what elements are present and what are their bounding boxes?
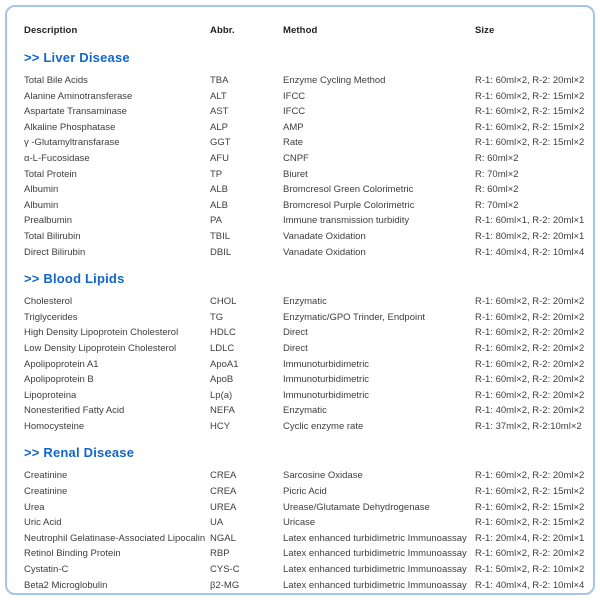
cell-description: Urea bbox=[24, 501, 45, 513]
cell-description: Albumin bbox=[24, 199, 59, 211]
cell-description: Retinol Binding Protein bbox=[24, 548, 121, 560]
column-header-size: Size bbox=[475, 25, 495, 36]
cell-abbr: ALP bbox=[210, 121, 228, 133]
cell-method: Sarcosine Oxidase bbox=[283, 470, 363, 482]
table-row bbox=[24, 341, 587, 357]
cell-method: Urease/Glutamate Dehydrogenase bbox=[283, 501, 430, 513]
cell-abbr: Lp(a) bbox=[210, 389, 233, 401]
cell-method: AMP bbox=[283, 121, 304, 133]
cell-method: Direct bbox=[283, 327, 308, 339]
cell-size: R-1: 60ml×2, R-2: 20ml×2 bbox=[475, 358, 585, 370]
cell-description: Neutrophil Gelatinase-Associated Lipocalin bbox=[24, 532, 206, 544]
cell-description: Apolipoprotein B bbox=[24, 374, 94, 386]
cell-abbr: GGT bbox=[210, 137, 231, 149]
table-row bbox=[24, 104, 587, 120]
cell-description: Albumin bbox=[24, 184, 59, 196]
cell-abbr: ALB bbox=[210, 184, 228, 196]
cell-abbr: RBP bbox=[210, 548, 230, 560]
table-row bbox=[24, 531, 587, 547]
cell-method: Enzymatic bbox=[283, 296, 327, 308]
table-row bbox=[24, 310, 587, 326]
cell-abbr: TBIL bbox=[210, 230, 231, 242]
cell-method: Cyclic enzyme rate bbox=[283, 420, 364, 432]
cell-abbr: AST bbox=[210, 106, 229, 118]
column-header-description: Description bbox=[24, 25, 78, 36]
cell-method: Uricase bbox=[283, 517, 316, 529]
cell-size: R-1: 60ml×2, R-2: 15ml×2 bbox=[475, 121, 585, 133]
cell-abbr: NEFA bbox=[210, 405, 235, 417]
cell-abbr: CHOL bbox=[210, 296, 237, 308]
table-row bbox=[24, 468, 587, 484]
cell-method: Latex enhanced turbidimetric Immunoassay bbox=[283, 548, 467, 560]
table-row bbox=[24, 198, 587, 214]
cell-size: R-1: 60ml×2, R-2: 20ml×2 bbox=[475, 389, 585, 401]
catalog-page bbox=[5, 5, 595, 595]
cell-abbr: UREA bbox=[210, 501, 237, 513]
cell-abbr: PA bbox=[210, 215, 222, 227]
cell-description: Alanine Aminotransferase bbox=[24, 90, 133, 102]
cell-size: R-1: 40ml×2, R-2: 20ml×2 bbox=[475, 405, 585, 417]
cell-description: Total Bilirubin bbox=[24, 230, 81, 242]
cell-description: Creatinine bbox=[24, 470, 68, 482]
cell-size: R-1: 40ml×4, R-2: 10ml×4 bbox=[475, 246, 585, 258]
table-row bbox=[24, 151, 587, 167]
table-row bbox=[24, 403, 587, 419]
column-header-abbr: Abbr. bbox=[210, 25, 235, 36]
table-row bbox=[24, 120, 587, 136]
cell-size: R-1: 80ml×2, R-2: 20ml×1 bbox=[475, 230, 585, 242]
section-title-renal-disease: >> Renal Disease bbox=[24, 445, 135, 461]
cell-method: Picric Acid bbox=[283, 486, 327, 498]
cell-size: R: 60ml×2 bbox=[475, 184, 519, 196]
cell-size: R-1: 60ml×2, R-2: 15ml×2 bbox=[475, 517, 585, 529]
cell-description: Homocysteine bbox=[24, 420, 85, 432]
cell-method: Direct bbox=[283, 342, 308, 354]
table-row bbox=[24, 419, 587, 435]
cell-size: R-1: 60ml×2, R-2: 20ml×2 bbox=[475, 311, 585, 323]
cell-size: R-1: 60ml×2, R-2: 20ml×2 bbox=[475, 342, 585, 354]
cell-description: Direct Bilirubin bbox=[24, 246, 86, 258]
cell-description: Total Protein bbox=[24, 168, 77, 180]
table-row bbox=[24, 484, 587, 500]
cell-method: Vanadate Oxidation bbox=[283, 246, 366, 258]
cell-abbr: TBA bbox=[210, 75, 229, 86]
cell-abbr: ApoB bbox=[210, 374, 234, 386]
cell-size: R-1: 60ml×2, R-2: 20ml×2 bbox=[475, 374, 585, 386]
cell-size: R-1: 60ml×2, R-2: 20ml×2 bbox=[475, 470, 585, 482]
cell-abbr: UA bbox=[210, 517, 224, 529]
cell-description: Beta2 Microglobulin bbox=[24, 579, 108, 591]
cell-abbr: ALT bbox=[210, 90, 227, 102]
cell-abbr: HDLC bbox=[210, 327, 236, 339]
cell-abbr: AFU bbox=[210, 152, 229, 164]
cell-description: High Density Lipoprotein Cholesterol bbox=[24, 327, 179, 339]
table-row bbox=[24, 372, 587, 388]
table-row bbox=[24, 562, 587, 578]
cell-size: R-1: 20ml×4, R-2: 20ml×1 bbox=[475, 532, 585, 544]
cell-method: Bromcresol Purple Colorimetric bbox=[283, 199, 415, 211]
cell-description: Aspartate Transaminase bbox=[24, 106, 127, 118]
table-row bbox=[24, 229, 587, 245]
table-row bbox=[24, 388, 587, 404]
cell-description: Triglycerides bbox=[24, 311, 78, 323]
cell-abbr: β2-MG bbox=[210, 579, 240, 591]
cell-description: Uric Acid bbox=[24, 517, 62, 529]
table-row bbox=[24, 357, 587, 373]
cell-size: R-1: 60ml×2, R-2: 20ml×2 bbox=[475, 327, 585, 339]
cell-description: α-L-Fucosidase bbox=[24, 152, 90, 164]
cell-abbr: TG bbox=[210, 311, 224, 323]
table-row bbox=[24, 89, 587, 105]
table-row bbox=[24, 325, 587, 341]
column-header-method: Method bbox=[283, 25, 318, 36]
cell-size: R: 60ml×2 bbox=[475, 152, 519, 164]
cell-description: Prealbumin bbox=[24, 215, 73, 227]
table-row bbox=[24, 213, 587, 229]
cell-method: Immune transmission turbidity bbox=[283, 215, 410, 227]
cell-abbr: CYS-C bbox=[210, 564, 240, 576]
table-row bbox=[24, 500, 587, 516]
cell-method: Vanadate Oxidation bbox=[283, 230, 366, 242]
cell-description: Low Density Lipoprotein Cholesterol bbox=[24, 342, 177, 354]
cell-method: Immunoturbidimetric bbox=[283, 358, 370, 370]
cell-method: Bromcresol Green Colorimetric bbox=[283, 184, 414, 196]
cell-description: Total Bile Acids bbox=[24, 75, 88, 86]
cell-abbr: LDLC bbox=[210, 342, 235, 354]
table-row bbox=[24, 515, 587, 531]
cell-method: IFCC bbox=[283, 90, 306, 102]
cell-method: Latex enhanced turbidimetric Immunoassay bbox=[283, 564, 467, 576]
cell-description: Lipoproteina bbox=[24, 389, 77, 401]
cell-size: R-1: 40ml×4, R-2: 10ml×4 bbox=[475, 579, 585, 591]
cell-description: Creatinine bbox=[24, 486, 68, 498]
section-title-liver-disease: >> Liver Disease bbox=[24, 50, 130, 65]
cell-size: R-1: 60ml×2, R-2: 15ml×2 bbox=[475, 486, 585, 498]
table-row bbox=[24, 294, 587, 310]
cell-method: Immunoturbidimetric bbox=[283, 389, 370, 401]
table-row bbox=[24, 135, 587, 151]
cell-size: R-1: 50ml×2, R-2: 10ml×2 bbox=[475, 564, 585, 576]
table-row bbox=[24, 182, 587, 198]
cell-method: Latex enhanced turbidimetric Immunoassay bbox=[283, 579, 467, 591]
table-header-row bbox=[24, 23, 587, 39]
table-row bbox=[24, 546, 587, 562]
cell-description: Alkaline Phosphatase bbox=[24, 121, 116, 133]
cell-method: Rate bbox=[283, 137, 304, 149]
cell-description: Apolipoprotein A1 bbox=[24, 358, 99, 370]
cell-size: R: 70ml×2 bbox=[475, 199, 519, 211]
table-row bbox=[24, 73, 587, 89]
cell-method: Immunoturbidimetric bbox=[283, 374, 370, 386]
cell-method: Biuret bbox=[283, 168, 308, 180]
cell-description: Cystatin-C bbox=[24, 564, 69, 576]
cell-abbr: HCY bbox=[210, 420, 231, 432]
cell-method: Enzymatic bbox=[283, 405, 327, 417]
cell-size: R-1: 60ml×2, R-2: 15ml×2 bbox=[475, 90, 585, 102]
table-row bbox=[24, 245, 587, 261]
cell-method: CNPF bbox=[283, 152, 309, 164]
cell-abbr: TP bbox=[210, 168, 223, 180]
cell-description: Cholesterol bbox=[24, 296, 73, 308]
cell-size: R-1: 60ml×2, R-2: 15ml×2 bbox=[475, 137, 585, 149]
cell-description: γ -Glutamyltransfarase bbox=[24, 137, 120, 149]
section-title-blood-lipids: >> Blood Lipids bbox=[24, 271, 125, 287]
cell-abbr: NGAL bbox=[210, 532, 236, 544]
cell-description: Nonesterified Fatty Acid bbox=[24, 405, 125, 417]
cell-size: R-1: 37ml×2, R-2:10ml×2 bbox=[475, 420, 582, 432]
cell-abbr: ApoA1 bbox=[210, 358, 239, 370]
cell-abbr: ALB bbox=[210, 199, 228, 211]
cell-method: IFCC bbox=[283, 106, 306, 118]
cell-abbr: DBIL bbox=[210, 246, 232, 258]
cell-size: R-1: 60ml×1, R-2: 20ml×1 bbox=[475, 215, 585, 227]
cell-method: Enzymatic/GPO Trinder, Endpoint bbox=[283, 311, 426, 323]
table-body bbox=[24, 50, 587, 593]
table-row bbox=[24, 578, 587, 594]
cell-size: R-1: 60ml×2, R-2: 20ml×2 bbox=[475, 548, 585, 560]
cell-abbr: CREA bbox=[210, 470, 237, 482]
table-row bbox=[24, 167, 587, 183]
cell-size: R-1: 60ml×2, R-2: 15ml×2 bbox=[475, 106, 585, 118]
cell-size: R: 70ml×2 bbox=[475, 168, 519, 180]
cell-abbr: CREA bbox=[210, 486, 237, 498]
cell-method: Latex enhanced turbidimetric Immunoassay bbox=[283, 532, 467, 544]
cell-method: Enzyme Cycling Method bbox=[283, 75, 386, 86]
cell-size: R-1: 60ml×2, R-2: 20ml×2 bbox=[475, 75, 585, 86]
cell-size: R-1: 60ml×2, R-2: 20ml×2 bbox=[475, 296, 585, 308]
cell-size: R-1: 60ml×2, R-2: 15ml×2 bbox=[475, 501, 585, 513]
